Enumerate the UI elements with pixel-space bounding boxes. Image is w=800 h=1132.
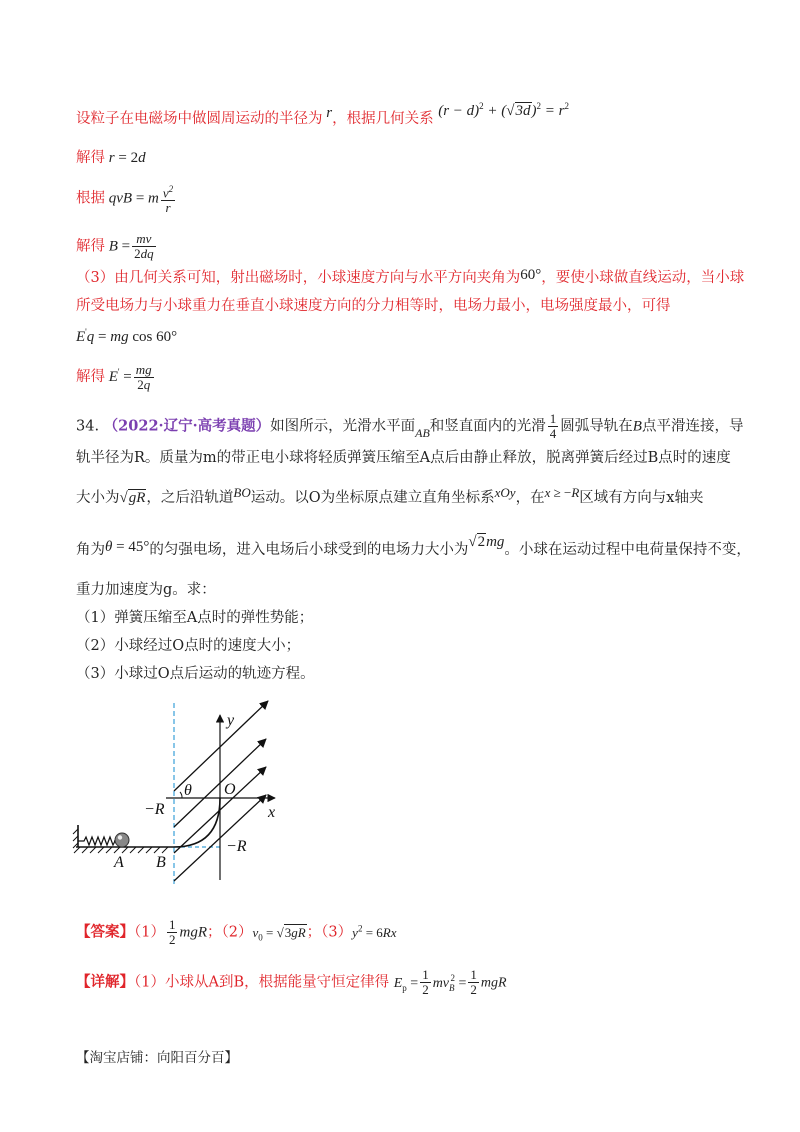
label-x: x [268,804,276,821]
solution-line-3: 根据 qvB = m $\frac{v^2}{r}$ [76,184,174,216]
question-line-2: 轨半径为R。质量为m的带正电小球将轻质弹簧压缩至A点后由静止释放，脱离弹簧后经过B点时的速度 [76,450,731,466]
answer-line: 【答案】（1） $\frac{1}{2}$ mgR；$(2)v_0 = √3gR$；$(3)y^2 = 6Rx$ [76,917,397,947]
detail-line: 【详解】（1）小球从A到B，根据能量守恒定律得 $E_p$ = $\frac{1}{2}$ $mv_B^2$ = $\frac{1}{2}$ mgR [76,967,507,998]
footer-shop: 【淘宝店铺：向阳百分百】 [76,1050,238,1066]
label-B: B [156,854,166,871]
physics-figure [70,695,300,895]
label-y: y [227,712,235,729]
ground-hatch [74,847,168,853]
question-sub-1: （1）弹簧压缩至A点时的弹性势能； [76,610,314,626]
solution-line-1: 设粒子在电磁场中做圆周运动的半径为 r，根据几何关系 $(r - d)^2 + (√3d)^2 = r^2$ [76,101,569,127]
question-line-1: 34. （2022·辽宁·高考真题）如图所示，光滑水平面$_{AB}$和竖直面内的光滑 $\frac{1}{4}$ 圆弧导轨在B点平滑连接，导 [76,411,744,441]
solution-line-7: E'q = mg cos 60° [76,327,178,345]
theta-arc [180,792,182,798]
solution-line-8: 解得 E' = $\frac{mg}{2q}$ [76,361,152,392]
label-negR-x: −R [144,801,165,818]
question-sub-3: （3）小球过O点后运动的轨迹方程。 [76,666,315,682]
question-line-5: 重力加速度为g。求： [76,582,216,598]
solution-line-2: 解得 r = 2d [76,150,146,166]
solution-line-4: 解得 B = $\frac{mv}{2dq}$ [76,231,154,261]
label-O: O [224,781,236,798]
label-theta: θ [184,782,192,799]
question-line-3: 大小为√gR，之后沿轨道BO运动。以O为坐标原点建立直角坐标系xOy，在x ≥ −R区域有方向与x轴夹 [76,485,704,506]
spring [78,837,115,845]
label-A: A [114,854,124,871]
question-sub-2: （2）小球经过O点时的速度大小； [76,638,301,654]
ball [115,833,129,847]
label-negR-y: −R [226,838,247,855]
solution-line-5: （3）由几何关系可知，射出磁场时，小球速度方向与水平方向夹角为60°，要使小球做直线运动，当小球 [76,267,745,286]
question-line-4: 角为θ = 45°的匀强电场，进入电场后小球受到的电场力大小为√2mg。小球在运动过程中电荷量保持不变， [76,534,751,558]
solution-line-6: 所受电场力与小球重力在垂直小球速度方向的分力相等时，电场力最小，电场强度最小，可得 [76,298,671,314]
